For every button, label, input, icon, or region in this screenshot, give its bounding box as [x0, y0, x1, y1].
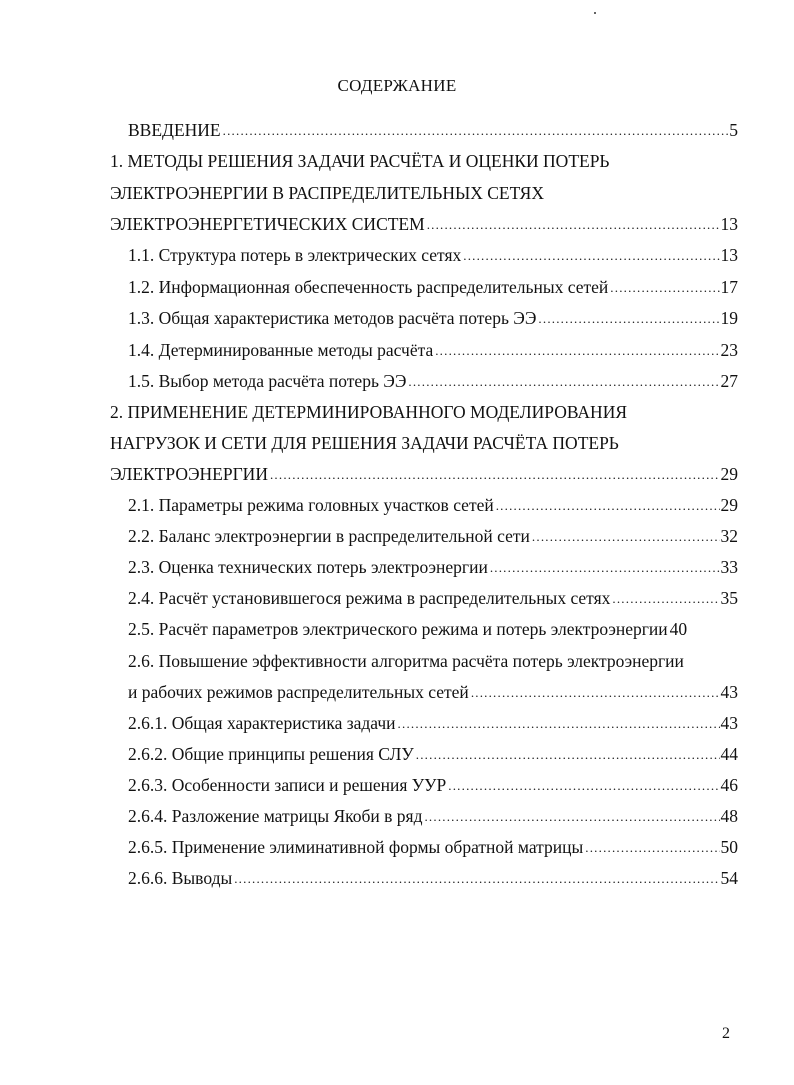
- toc-entry-intro[interactable]: [128, 118, 738, 142]
- toc-entry-chapter-2[interactable]: [110, 462, 738, 486]
- dot-leader: [463, 244, 719, 268]
- toc-page-number: 13: [720, 214, 738, 234]
- toc-entry-1-3[interactable]: [128, 306, 738, 330]
- toc-entry-text: 2.6.4. Разложение матрицы Якоби в ряд: [128, 806, 423, 826]
- toc-chapter-2-line-2[interactable]: НАГРУЗОК И СЕТИ ДЛЯ РЕШЕНИЯ ЗАДАЧИ РАСЧЁТА ПОТЕРЬ: [110, 433, 619, 453]
- toc-entry-text: 2.6.6. Выводы: [128, 868, 233, 888]
- page-number: 2: [722, 1025, 730, 1042]
- toc-entry-1-1[interactable]: [128, 243, 738, 267]
- dot-leader: [585, 836, 719, 860]
- toc-page-number: 50: [720, 837, 738, 857]
- toc-entry-text: 2.6.1. Общая характеристика задачи: [128, 713, 396, 733]
- toc-entry-2-2[interactable]: [128, 524, 738, 548]
- toc-page-number: 13: [720, 245, 738, 265]
- toc-chapter-1-line-1[interactable]: 1. МЕТОДЫ РЕШЕНИЯ ЗАДАЧИ РАСЧЁТА И ОЦЕНКИ ПОТЕРЬ: [110, 151, 610, 171]
- toc-entry-text: и рабочих режимов распределительных сетей: [128, 682, 469, 702]
- dot-leader: [538, 307, 719, 331]
- toc-entry-1-5[interactable]: [128, 369, 738, 393]
- dot-leader: [532, 525, 720, 549]
- toc-entry-text: ВВЕДЕНИЕ: [128, 120, 221, 140]
- toc-entry-text: 2.6.3. Особенности записи и решения УУР: [128, 775, 447, 795]
- toc-chapter-1-line-2[interactable]: ЭЛЕКТРОЭНЕРГИИ В РАСПРЕДЕЛИТЕЛЬНЫХ СЕТЯХ: [110, 183, 544, 203]
- toc-entry-1-4[interactable]: [128, 338, 738, 362]
- toc-entry-2-6[interactable]: [128, 680, 738, 704]
- toc-page-number: 29: [720, 495, 738, 515]
- dot-leader: [610, 276, 719, 300]
- dot-leader: [496, 494, 720, 518]
- toc-entry-text: ЭЛЕКТРОЭНЕРГЕТИЧЕСКИХ СИСТЕМ: [110, 214, 425, 234]
- toc-page-number: 35: [720, 588, 738, 608]
- dot-leader: [427, 213, 720, 237]
- toc-page-number: 33: [720, 557, 738, 577]
- dot-leader: [270, 463, 720, 487]
- toc-entry-text: 1.1. Структура потерь в электрических сетях: [128, 245, 462, 265]
- toc-entry-text: 2.1. Параметры режима головных участков сетей: [128, 495, 494, 515]
- toc-entry-text: 2.6.2. Общие принципы решения СЛУ: [128, 744, 414, 764]
- toc-page-number: 27: [720, 371, 738, 391]
- toc-entry-2-6-line-1[interactable]: 2.6. Повышение эффективности алгоритма расчёта потерь электроэнергии: [128, 651, 684, 671]
- dot-leader: [234, 867, 719, 891]
- toc-page-number: 54: [720, 868, 738, 888]
- dot-leader: [398, 712, 720, 736]
- toc-entry-2-1[interactable]: [128, 493, 738, 517]
- toc-page-number: 43: [720, 713, 738, 733]
- dot-leader: [612, 587, 719, 611]
- toc-page-number: 32: [720, 526, 738, 546]
- toc-page-number: 29: [720, 464, 738, 484]
- dot-leader: [416, 743, 720, 767]
- toc-entry-2-6-6[interactable]: [128, 866, 738, 890]
- dot-leader: [490, 556, 720, 580]
- toc-entry-text: 2.2. Баланс электроэнергии в распределительной сети: [128, 526, 530, 546]
- page-title: СОДЕРЖАНИЕ: [337, 76, 457, 95]
- toc-entry-2-6-2[interactable]: [128, 742, 738, 766]
- toc-entry-2-3[interactable]: [128, 555, 738, 579]
- toc-page-number: 46: [720, 775, 738, 795]
- toc-page-number: 43: [720, 682, 738, 702]
- dot-leader: [408, 370, 719, 394]
- dot-leader: [223, 119, 729, 143]
- toc-page-number: 40: [669, 619, 688, 639]
- toc-page-number: 19: [720, 308, 738, 328]
- toc-entry-text: 1.5. Выбор метода расчёта потерь ЭЭ: [128, 371, 407, 391]
- toc-page-number: 17: [720, 277, 738, 297]
- toc-entry-2-6-5[interactable]: [128, 835, 738, 859]
- toc-page-number: 44: [720, 744, 738, 764]
- toc-entry-text: 2.4. Расчёт установившегося режима в распределительных сетях: [128, 588, 611, 608]
- toc-page-number: 48: [720, 806, 738, 826]
- toc-entry-text: 2.3. Оценка технических потерь электроэнергии: [128, 557, 488, 577]
- toc-entry-2-4[interactable]: [128, 586, 738, 610]
- toc-entry-text: 1.2. Информационная обеспеченность распределительных сетей: [128, 277, 609, 297]
- scan-speck: [594, 12, 596, 14]
- dot-leader: [435, 339, 719, 363]
- toc-entry-text: 1.4. Детерминированные методы расчёта: [128, 340, 434, 360]
- toc-entry-chapter-1[interactable]: [110, 212, 738, 236]
- toc-entry-text: 1.3. Общая характеристика методов расчёта потерь ЭЭ: [128, 308, 537, 328]
- toc-entry-text: 2.6.5. Применение элиминативной формы обратной матрицы: [128, 837, 584, 857]
- toc-entry-2-5[interactable]: [128, 617, 738, 641]
- toc-entry-text: ЭЛЕКТРОЭНЕРГИИ: [110, 464, 268, 484]
- dot-leader: [424, 805, 719, 829]
- toc-entry-1-2[interactable]: [128, 275, 738, 299]
- toc-chapter-2-line-1[interactable]: 2. ПРИМЕНЕНИЕ ДЕТЕРМИНИРОВАННОГО МОДЕЛИРОВАНИЯ: [110, 402, 628, 422]
- toc-page-number: 5: [729, 120, 738, 140]
- toc-entry-2-6-4[interactable]: [128, 804, 738, 828]
- dot-leader: [448, 774, 719, 798]
- toc-entry-2-6-3[interactable]: [128, 773, 738, 797]
- toc-entry-text: 2.5. Расчёт параметров электрического режима и потерь электроэнергии: [128, 619, 668, 639]
- dot-leader: [471, 681, 720, 705]
- toc-page-number: 23: [720, 340, 738, 360]
- toc-entry-2-6-1[interactable]: [128, 711, 738, 735]
